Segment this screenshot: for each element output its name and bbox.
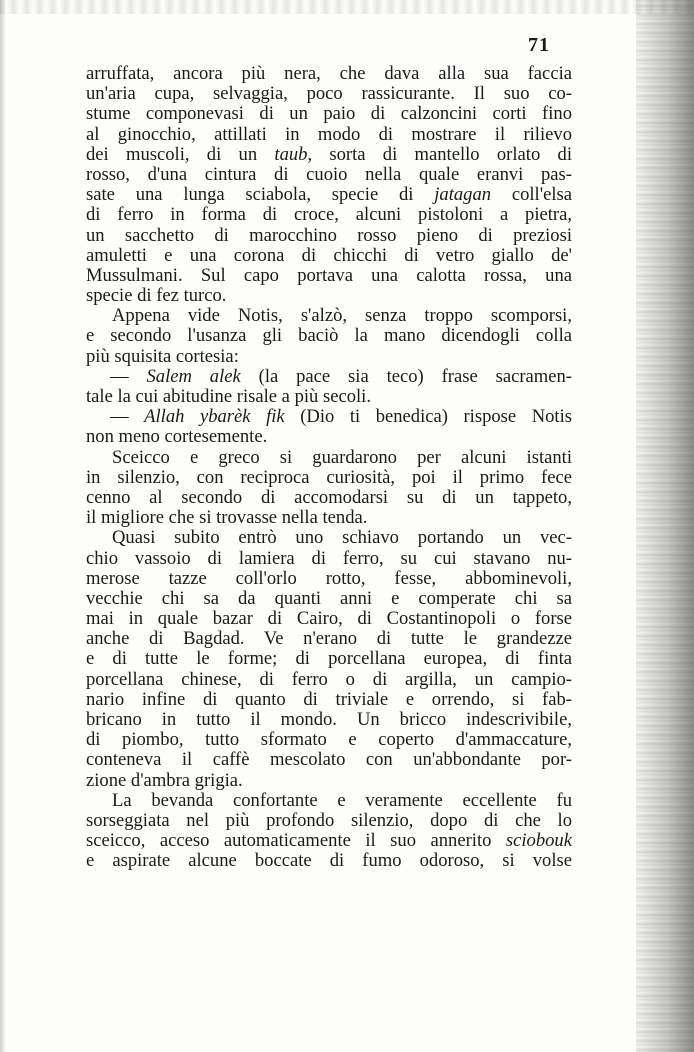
- text-line: di piombo, tutto sformato e coperto d'ammaccature,: [86, 730, 572, 751]
- text-line: bricano in tutto il mondo. Un bricco indescrivibile,: [86, 710, 572, 730]
- text-line: stume componevasi di un paio di calzoncini corti fino: [86, 104, 572, 125]
- text-line: vecchie chi sa da quanti anni e comperate chi sa: [86, 588, 572, 609]
- text-line: al ginocchio, attillati in modo di mostrare il rilievo: [86, 124, 572, 145]
- scan-edge-top: [0, 0, 694, 14]
- text-line: cenno al secondo di accomodarsi su di un tappeto,: [86, 487, 572, 508]
- text-line: e di tutte le forme; di porcellana europea, di finta: [86, 649, 572, 670]
- text-line: Quasi subito entrò uno schiavo portando un vec-: [112, 528, 572, 549]
- italic-term: sciobouk: [505, 831, 572, 852]
- text-line: arruffata, ancora più nera, che dava alla sua faccia: [86, 64, 572, 84]
- text-line: La bevanda confortante e veramente eccellente fu: [112, 790, 572, 811]
- text-line: un'aria cupa, selvaggia, poco rassicurante. Il suo co-: [86, 84, 572, 105]
- text-line: Mussulmani. Sul capo portava una calotta rossa, una: [86, 265, 572, 286]
- text-line: — Allah ybarèk fik (Dio ti benedica) rispose Notis: [110, 407, 572, 428]
- text-line: e secondo l'usanza gli baciò la mano dicendogli colla: [86, 326, 572, 347]
- text-line: nario infine di quanto di triviale e orrendo, si fab-: [86, 689, 572, 710]
- text-line: un sacchetto di marocchino rosso pieno di preziosi: [86, 225, 572, 246]
- text-line: sceicco, acceso automaticamente il suo annerito sciobouk: [86, 831, 572, 852]
- text-line: amuletti e una corona di chicchi di vetro giallo de': [86, 245, 572, 266]
- scan-edge-left: [0, 0, 6, 1052]
- text-line: Sceicco e greco si guardarono per alcuni istanti: [112, 447, 572, 468]
- text-line: e aspirate alcune boccate di fumo odoroso, si volse: [86, 851, 572, 872]
- text-line: Appena vide Notis, s'alzò, senza troppo scomporsi,: [112, 306, 572, 327]
- italic-term: Salem alek: [146, 366, 241, 387]
- page-number: 71: [528, 34, 550, 56]
- body-text: [86, 64, 572, 872]
- italic-term: taub: [274, 144, 308, 165]
- text-line: — Salem alek (la pace sia teco) frase sacramen-: [110, 366, 572, 387]
- text-line: in silenzio, con reciproca curiosità, poi il primo fece: [86, 467, 572, 488]
- text-line: il migliore che si trovasse nella tenda.: [86, 508, 368, 529]
- scan-edge-right: [636, 0, 694, 1052]
- text-line: mai in quale bazar di Cairo, di Costantinopoli o forse: [86, 609, 572, 630]
- text-line: dei muscoli, di un taub, sorta di mantello orlato di: [86, 144, 572, 165]
- text-line: porcellana chinese, di ferro o di argilla, un campio-: [86, 669, 572, 690]
- text-line: di ferro in forma di croce, alcuni pistoloni a pietra,: [86, 205, 572, 226]
- text-line: rosso, d'una cintura di cuoio nella quale eranvi pas-: [86, 164, 572, 185]
- text-line: specie di fez turco.: [86, 286, 227, 307]
- italic-term: Allah ybarèk fik: [144, 407, 285, 428]
- text-line: più squisita cortesia:: [86, 346, 239, 367]
- text-line: sorseggiata nel più profondo silenzio, dopo di che lo: [86, 810, 572, 831]
- text-line: conteneva il caffè mescolato con un'abbondante por-: [86, 750, 572, 771]
- italic-term: jatagan: [434, 185, 492, 206]
- text-line: non meno cortesemente.: [86, 427, 268, 448]
- text-line: chio vassoio di lamiera di ferro, su cui stavano nu-: [86, 548, 572, 569]
- text-line: merose tazze coll'orlo rotto, fesse, abbominevoli,: [86, 568, 572, 589]
- text-line: anche di Bagdad. Ve n'erano di tutte le grandezze: [86, 629, 572, 650]
- text-line: tale la cui abitudine risale a più secoli.: [86, 387, 371, 407]
- text-line: zione d'ambra grigia.: [86, 770, 243, 791]
- text-line: sate una lunga sciabola, specie di jatagan coll'elsa: [86, 185, 572, 206]
